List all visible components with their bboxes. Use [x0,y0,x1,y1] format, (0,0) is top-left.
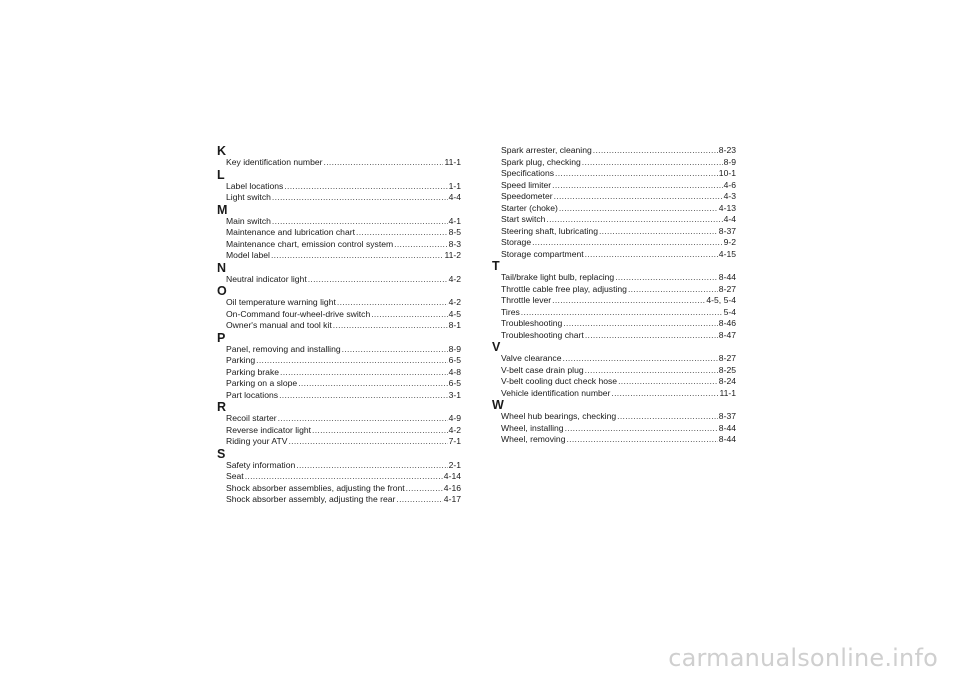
index-entry-label: Spark arrester, cleaning [501,145,592,155]
index-entry-page: 8-44 [718,272,736,282]
index-entry-page: 9-2 [723,237,736,247]
dot-leader [566,434,717,446]
index-entry-page: 8-37 [718,225,736,236]
index-letter-heading: L [217,167,225,182]
index-entry [217,367,461,379]
index-entry [217,250,461,262]
index-entry-page: 8-25 [718,364,736,375]
index-entry-page: 6-5 [448,378,461,388]
index-entry-page: 8-9 [448,343,461,354]
index-entry [217,309,461,321]
dot-leader [245,471,443,483]
index-entry-page: 4-5, 5-4 [706,295,736,305]
index-entry [492,318,736,330]
index-entry-page: 3-1 [448,389,461,400]
index-letter-heading: R [217,400,227,414]
index-entry [492,157,736,169]
dot-leader [546,214,722,226]
index-entry-label: Shock absorber assembly, adjusting the rear [226,494,396,504]
dot-leader [333,320,448,332]
index-entry [492,272,736,284]
index-entry [217,320,461,332]
index-entry-label: Oil temperature warning light [226,297,336,307]
index-entry-label: Vehicle identification number [501,387,611,398]
index-entry-label: V-belt case drain plug [501,364,584,375]
dot-leader [342,344,448,356]
index-entry-page: 5-4 [723,306,736,317]
index-entry-page: 8-24 [718,376,736,386]
index-entry-page: 4-14 [443,471,461,481]
index-entry-label: Storage compartment [501,248,584,259]
index-entry-page: 8-1 [448,320,461,330]
index-entry-label: Starter (choke) [501,202,558,213]
dot-leader [298,378,447,390]
dot-leader [565,423,718,435]
index-entry-label: Main switch [226,215,271,226]
dot-leader [617,411,718,423]
index-entry-label: Throttle lever [501,295,552,305]
index-entry [492,249,736,261]
index-entry [217,436,461,448]
dot-leader [585,365,718,377]
index-entry [492,295,736,307]
dot-leader [271,250,443,262]
index-letter-heading: N [217,260,227,275]
index-entry [217,471,461,483]
index-entry-label: Wheel, removing [501,434,566,444]
index-entry [492,353,736,365]
index-entry-label: Speedometer [501,191,553,201]
dot-leader [628,284,718,296]
index-letter-heading: V [492,340,501,354]
index-entry [492,284,736,296]
dot-leader [532,237,722,249]
index-entry-page: 1-1 [448,180,461,191]
index-entry [492,203,736,215]
index-entry-label: On-Command four-wheel-drive switch [226,308,371,319]
index-entry-page: 4-13 [718,202,736,213]
index-entry-page: 8-5 [448,227,461,237]
dot-leader [552,295,705,307]
index-entry [492,226,736,238]
index-entry [492,365,736,377]
index-entry [217,274,461,286]
index-entry-label: Label locations [226,180,284,191]
index-column-left [217,145,461,506]
index-entry-label: Start switch [501,214,546,224]
index-entry-label: Reverse indicator light [226,424,312,435]
index-entry-page: 8-9 [723,156,736,167]
index-entry-page: 4-6 [723,179,736,190]
dot-leader [272,216,448,228]
index-entry [217,355,461,367]
index-entry [217,413,461,425]
index-entry [492,376,736,388]
index-entry-label: Wheel, installing [501,422,564,433]
dot-leader [288,436,447,448]
dot-leader [582,157,723,169]
index-entry-label: Maintenance chart, emission control system [226,238,394,249]
index-letter-heading: W [492,398,504,412]
index-entry-page: 4-2 [448,273,461,284]
index-entry-label: Spark plug, checking [501,156,581,167]
index-letter-heading: S [217,446,226,461]
index-entry-page: 4-2 [448,297,461,307]
index-entry [492,307,736,319]
dot-leader [394,239,447,251]
index-entry-page: 8-27 [718,353,736,363]
dot-leader [371,309,447,321]
index-entry-page: 8-27 [718,283,736,294]
dot-leader [296,460,447,472]
index-entry [492,191,736,203]
index-entry-page: 8-44 [718,422,736,433]
index-entry-label: Troubleshooting chart [501,329,584,340]
index-entry [217,425,461,437]
index-entry-page: 8-47 [718,329,736,340]
index-entry-label: Neutral indicator light [226,273,307,284]
index-entry-label: Parking on a slope [226,378,298,388]
index-entry-label: Throttle cable free play, adjusting [501,283,627,294]
index-entry [492,168,736,180]
index-entry [217,157,461,169]
index-entry-page: 4-4 [723,214,736,224]
index-entry-label: Light switch [226,192,271,202]
index-entry-page: 4-15 [718,248,736,259]
index-entry-label: Seat [226,471,244,481]
dot-leader [552,180,722,192]
index-entry-label: Wheel hub bearings, checking [501,411,617,421]
index-entry [492,411,736,423]
dot-leader [356,227,448,239]
index-entry-label: Parking [226,355,256,365]
index-entry [217,460,461,472]
dot-leader [521,307,723,319]
index-entry [217,297,461,309]
index-entry-page: 4-9 [448,413,461,423]
index-entry [217,216,461,228]
dot-leader [280,367,448,379]
index-entry-label: Key identification number [226,157,323,167]
index-entry [217,227,461,239]
dot-leader [284,181,447,193]
dot-leader [555,168,718,180]
index-entry-page: 8-46 [718,318,736,328]
index-entry [217,390,461,402]
index-entry [492,434,736,446]
index-entry-page: 7-1 [448,436,461,446]
dot-leader [585,330,718,342]
index-entry-page: 4-5 [448,308,461,319]
index-entry-page: 4-2 [448,424,461,435]
dot-leader [406,483,443,495]
index-letter-heading: M [217,202,228,217]
watermark: carmanualsonline.info [668,644,938,672]
index-letter-heading: K [217,144,227,158]
index-entry [217,239,461,251]
index-entry-page: 4-17 [443,494,461,504]
dot-leader [312,425,448,437]
index-entry [217,344,461,356]
index-entry-label: Steering shaft, lubricating [501,225,598,236]
index-entry-label: Speed limiter [501,179,552,190]
index-entry-label: Owner's manual and tool kit [226,320,332,330]
index-entry-label: Maintenance and lubrication chart [226,227,355,237]
dot-leader [554,191,723,203]
index-letter-heading: P [217,330,226,345]
dot-leader [256,355,447,367]
dot-leader [308,274,448,286]
index-entry [217,378,461,390]
index-entry-label: Model label [226,250,270,260]
index-entry [217,483,461,495]
index-entry-label: Recoil starter [226,413,277,423]
index-entry-page: 8-37 [718,411,736,421]
index-entry [217,181,461,193]
index-entry-label: Tail/brake light bulb, replacing [501,272,615,282]
index-entry-page: 2-1 [448,459,461,470]
index-entry [492,330,736,342]
index-entry-page: 6-5 [448,355,461,365]
index-entry-label: Safety information [226,459,296,470]
dot-leader [396,494,442,506]
index-entry-label: Specifications [501,168,555,178]
index-entry-page: 4-16 [443,482,461,493]
dot-leader [337,297,448,309]
index-entry-label: Troubleshooting [501,318,563,328]
index-entry-page: 8-3 [448,238,461,249]
index-entry-page: 4-3 [723,191,736,201]
dot-leader [611,388,718,400]
index-entry-label: Valve clearance [501,353,562,363]
index-entry-page: 11-1 [719,387,736,398]
dot-leader [324,157,444,169]
index-entry-label: Tires [501,306,520,317]
index-entry-label: Panel, removing and installing [226,343,341,354]
index-entry-page: 4-1 [448,215,461,226]
dot-leader [563,353,718,365]
index-entry-label: Parking brake [226,366,280,377]
index-letter-heading: T [492,259,500,273]
index-entry-label: Riding your ATV [226,436,288,446]
index-entry-page: 11-2 [444,250,461,260]
dot-leader [585,249,718,261]
index-entry [492,145,736,157]
index-entry-page: 8-23 [718,145,736,155]
index-entry-page: 4-8 [448,366,461,377]
index-entry [492,237,736,249]
dot-leader [279,390,448,402]
index-entry-page: 10-1 [718,168,736,178]
index-entry [217,192,461,204]
index-entry-label: V-belt cooling duct check hose [501,376,618,386]
index-entry-label: Storage [501,237,532,247]
index-column-right [492,145,736,446]
dot-leader [615,272,718,284]
index-entry-label: Part locations [226,389,279,400]
dot-leader [563,318,717,330]
index-entry-label: Shock absorber assemblies, adjusting the front [226,482,405,493]
index-entry [492,388,736,400]
dot-leader [593,145,718,157]
dot-leader [559,203,718,215]
index-entry [492,423,736,435]
dot-leader [278,413,448,425]
dot-leader [272,192,448,204]
dot-leader [618,376,718,388]
index-entry-page: 4-4 [448,192,461,202]
index-letter-heading: O [217,284,227,298]
index-entry-page: 11-1 [444,157,461,167]
dot-leader [599,226,718,238]
index-entry [217,494,461,506]
index-entry-page: 8-44 [718,434,736,444]
index-entry [492,214,736,226]
index-entry [492,180,736,192]
